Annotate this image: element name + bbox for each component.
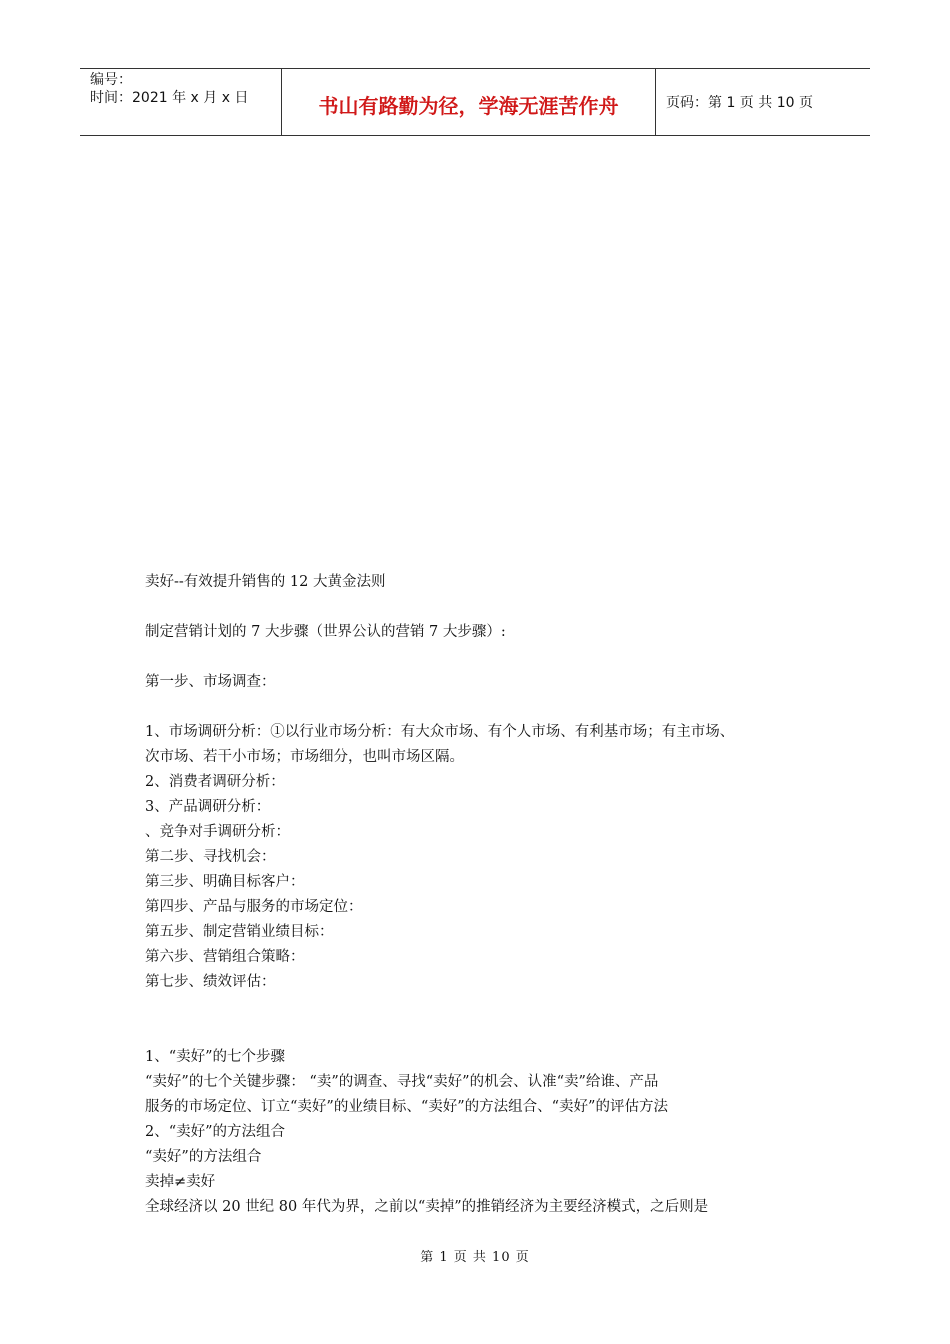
step6: 第六步、营销组合策略：: [145, 949, 305, 965]
doc-number-label: 编号：: [90, 72, 132, 88]
header-motto: 书山有路勤为径，学海无涯苦作舟: [282, 69, 656, 135]
step4: 第四步、产品与服务的市场定位：: [145, 899, 363, 915]
step1-heading: 第一步、市场调查：: [145, 674, 276, 690]
intro-line: 制定营销计划的 7 大步骤（世界公认的营销 7 大步骤）:: [145, 624, 506, 640]
time-label: 时间：2021 年 x 月 x 日: [90, 90, 249, 106]
step5: 第五步、制定营销业绩目标：: [145, 924, 334, 940]
section1-line2: 服务的市场定位、订立“卖好”的业绩目标、“卖好”的方法组合、“卖好”的评估方法: [145, 1099, 668, 1115]
item1-line1: 1、市场调研分析：①以行业市场分析：有大众市场、有个人市场、有利基市场；有主市场、: [145, 724, 735, 740]
step3: 第三步、明确目标客户：: [145, 874, 305, 890]
page-footer: 第 1 页 共 10 页: [420, 1250, 530, 1265]
section2-line1: 卖掉≠卖好: [145, 1174, 216, 1190]
section2-sub: “卖好”的方法组合: [145, 1149, 262, 1165]
item4: 、竞争对手调研分析：: [145, 824, 290, 840]
section2-line2: 全球经济以 20 世纪 80 年代为界，之前以“卖掉”的推销经济为主要经济模式，之后则是: [145, 1199, 709, 1215]
document-body: [145, 570, 825, 1220]
doc-title: 卖好--有效提升销售的 12 大黄金法则: [145, 574, 386, 590]
header-meta: [80, 69, 282, 135]
section1-line1: “卖好”的七个关键步骤： “卖”的调查、寻找“卖好”的机会、认准“卖”给谁、产品: [145, 1074, 659, 1090]
item2: 2、消费者调研分析：: [145, 774, 285, 790]
header-page-label: 页码：第 1 页 共 10 页: [666, 95, 813, 111]
step7: 第七步、绩效评估：: [145, 974, 276, 990]
document-header: [80, 68, 870, 136]
item3: 3、产品调研分析：: [145, 799, 271, 815]
section2-heading: 2、“卖好”的方法组合: [145, 1124, 286, 1140]
item1-line2: 次市场、若干小市场；市场细分，也叫市场区隔。: [145, 749, 464, 765]
step2: 第二步、寻找机会：: [145, 849, 276, 865]
section1-heading: 1、“卖好”的七个步骤: [145, 1049, 286, 1065]
